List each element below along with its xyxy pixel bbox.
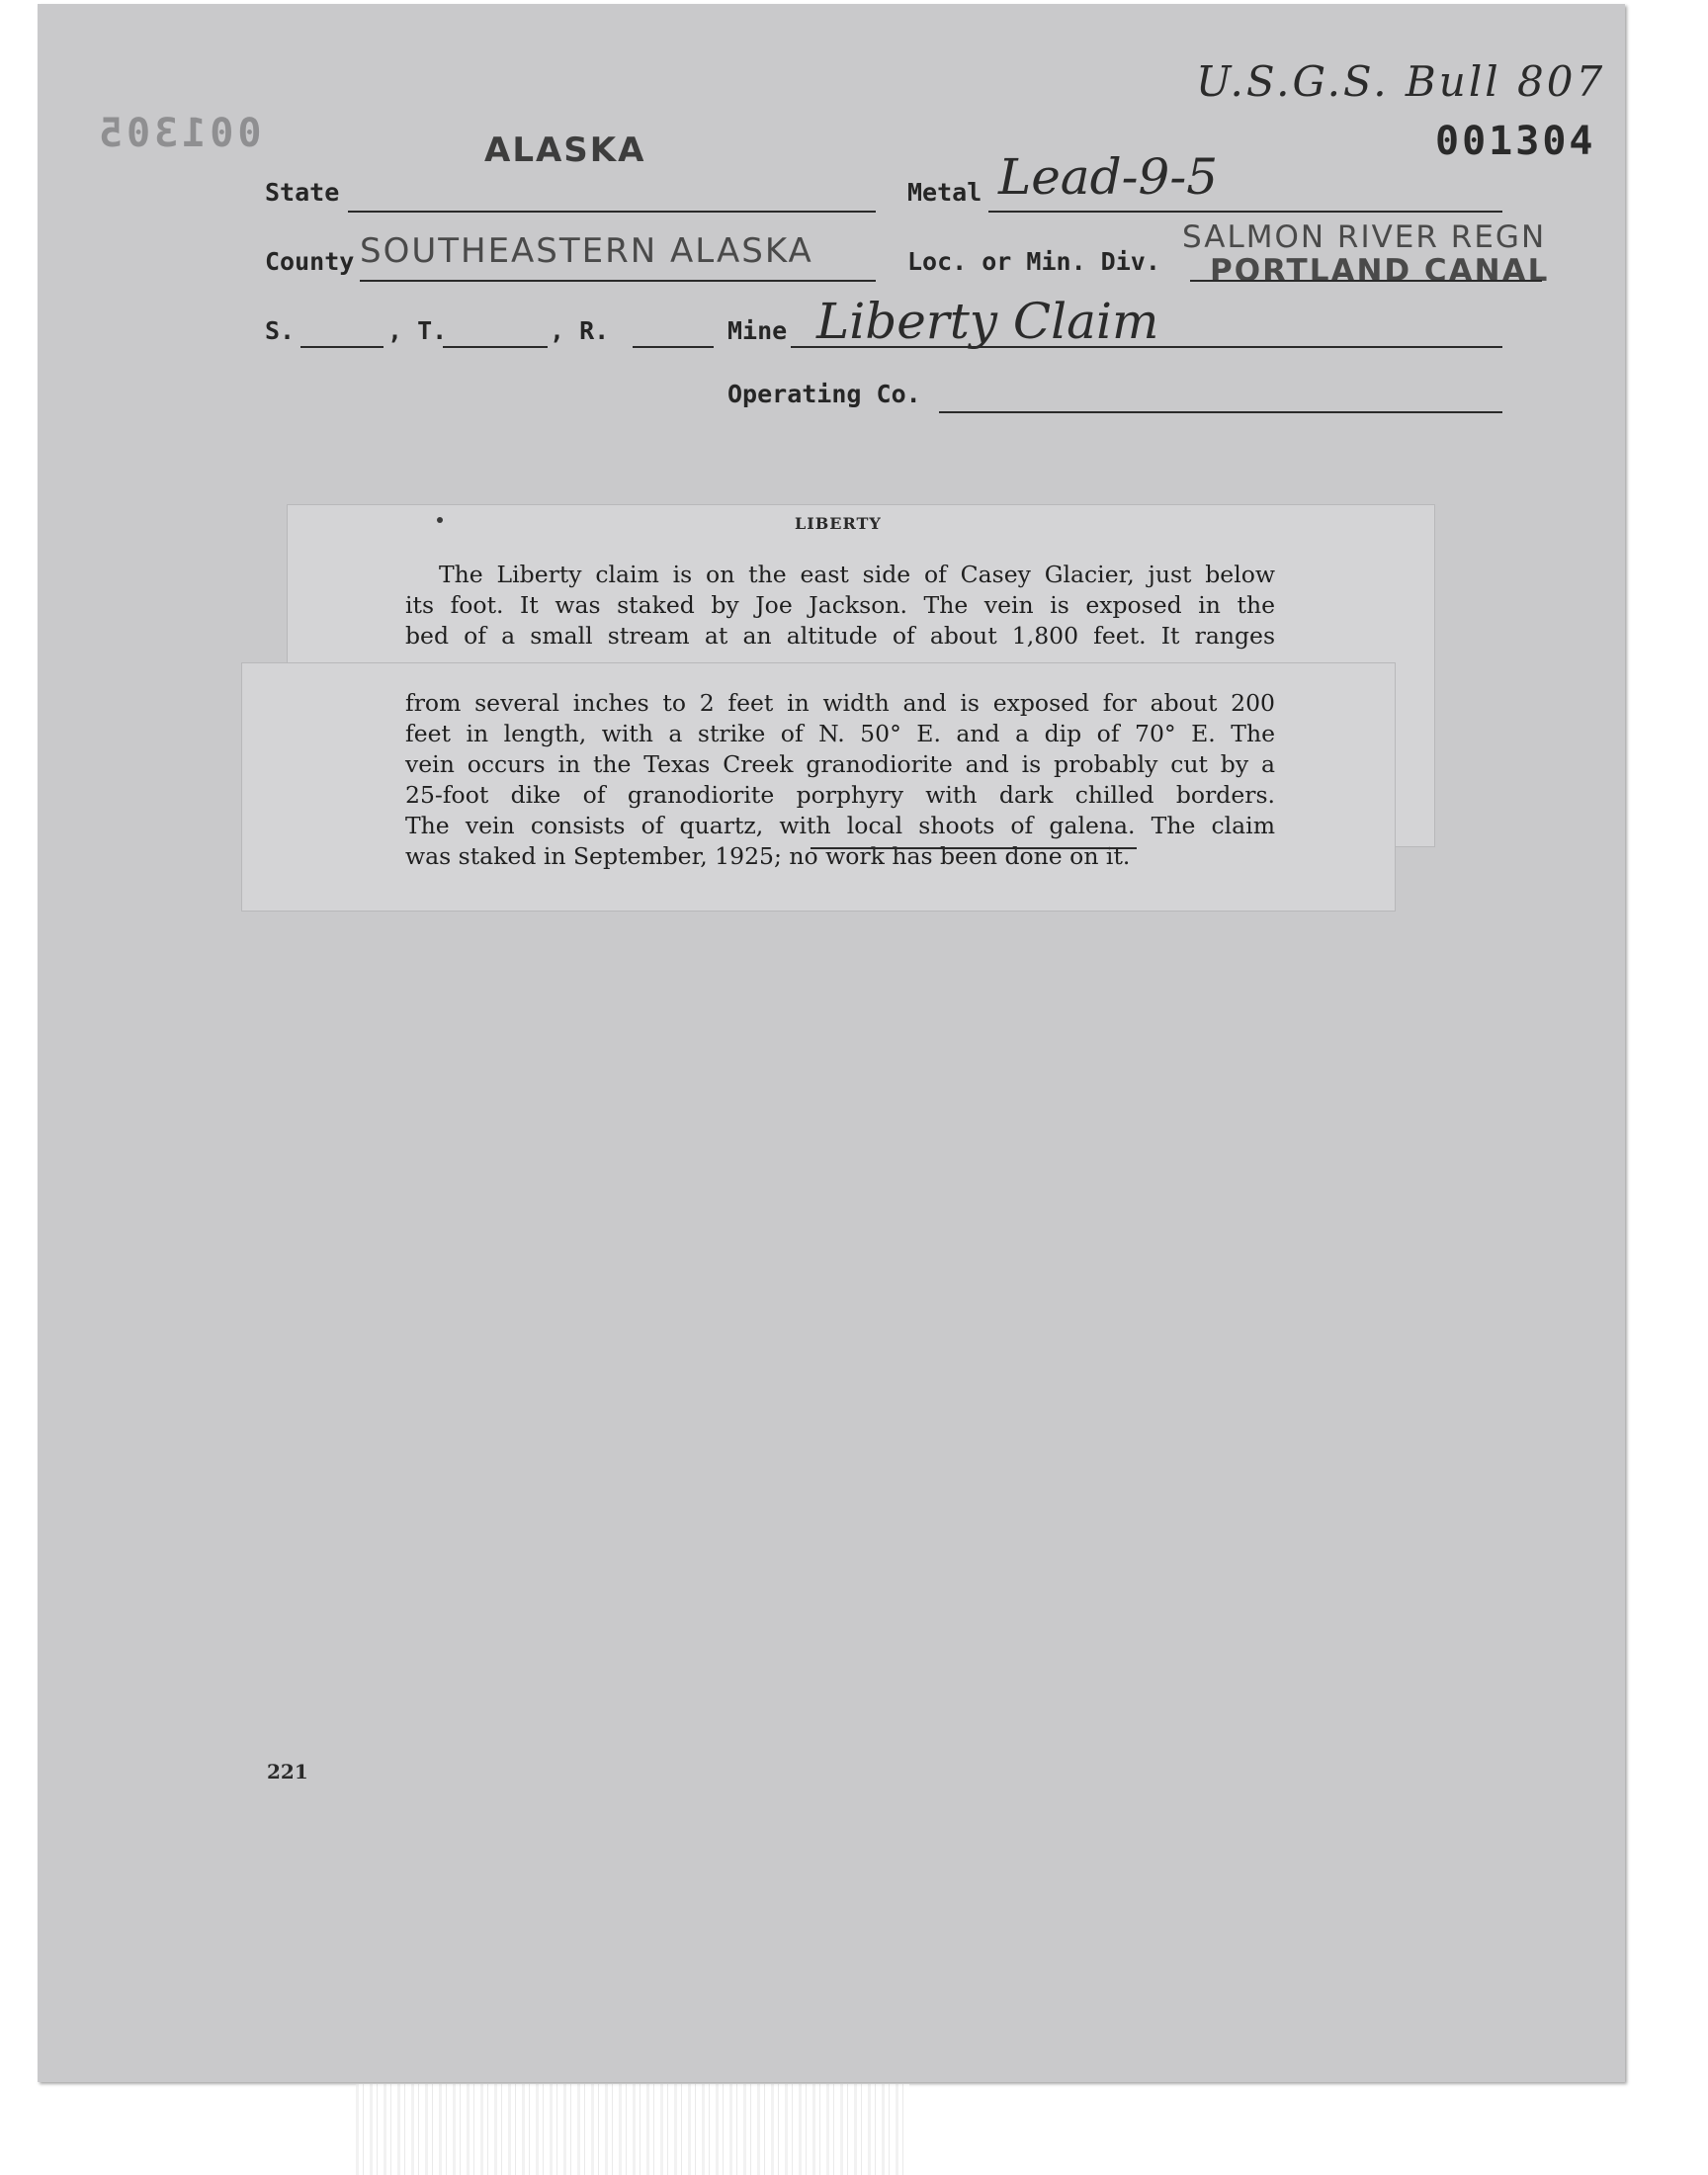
mine-label: Mine bbox=[727, 316, 788, 345]
mine-line bbox=[791, 346, 1502, 348]
township-line bbox=[443, 346, 548, 348]
section-line bbox=[300, 346, 384, 348]
para1-line: its foot. It was staked by Joe Jackson. The vein is exposed in the bbox=[405, 591, 1275, 619]
metal-line bbox=[988, 211, 1502, 213]
state-label: State bbox=[265, 178, 340, 207]
county-value: SOUTHEASTERN ALASKA bbox=[360, 231, 813, 271]
operating-label: Operating Co. bbox=[727, 380, 921, 408]
clipping-paragraph-1 bbox=[405, 560, 1275, 652]
state-value: ALASKA bbox=[484, 130, 646, 170]
range-line bbox=[633, 346, 714, 348]
para2-line: The vein consists of quartz, with local shoots of galena. The claim bbox=[405, 812, 1275, 839]
para1-line: bed of a small stream at an altitude of about 1,800 feet. It ranges bbox=[405, 622, 1275, 650]
source-note: U.S.G.S. Bull 807 bbox=[1196, 57, 1606, 106]
dot-mark bbox=[437, 517, 443, 523]
para1-line: The Liberty claim is on the east side of Casey Glacier, just below bbox=[439, 561, 1275, 588]
state-line bbox=[348, 211, 876, 213]
para2-line: feet in length, with a strike of N. 50° E. and a dip of 70° E. The bbox=[405, 720, 1275, 747]
division-label: Loc. or Min. Div. bbox=[907, 247, 1160, 276]
mirrored-card-number: 001305 bbox=[95, 111, 262, 156]
operating-line bbox=[939, 411, 1502, 413]
scan-artifact bbox=[356, 2084, 909, 2175]
para2-line: from several inches to 2 feet in width and is exposed for about 200 bbox=[405, 689, 1275, 717]
mine-value: Liberty Claim bbox=[816, 293, 1159, 350]
metal-label: Metal bbox=[907, 178, 982, 207]
page-number: 221 bbox=[267, 1760, 308, 1784]
county-label: County bbox=[265, 247, 355, 276]
range-label: , R. bbox=[550, 316, 610, 345]
division-line bbox=[1190, 280, 1542, 282]
galena-underline bbox=[811, 847, 1137, 849]
township-label: , T. bbox=[387, 316, 448, 345]
county-line bbox=[360, 280, 876, 282]
division-value-line1: SALMON RIVER REGN bbox=[1182, 219, 1547, 255]
metal-value: Lead-9-5 bbox=[998, 148, 1219, 206]
para2-line: vein occurs in the Texas Creek granodiorite and is probably cut by a bbox=[405, 750, 1275, 778]
card-number: 001304 bbox=[1435, 119, 1596, 164]
clipping-title: LIBERTY bbox=[795, 514, 882, 533]
para2-line: 25-foot dike of granodiorite porphyry with dark chilled borders. bbox=[405, 781, 1275, 809]
division-value-line2: PORTLAND CANAL bbox=[1210, 253, 1550, 289]
section-label: S. bbox=[265, 316, 296, 345]
para2-line: was staked in September, 1925; no work has been done on it. bbox=[405, 842, 1131, 870]
clipping-paragraph-2 bbox=[405, 688, 1275, 872]
